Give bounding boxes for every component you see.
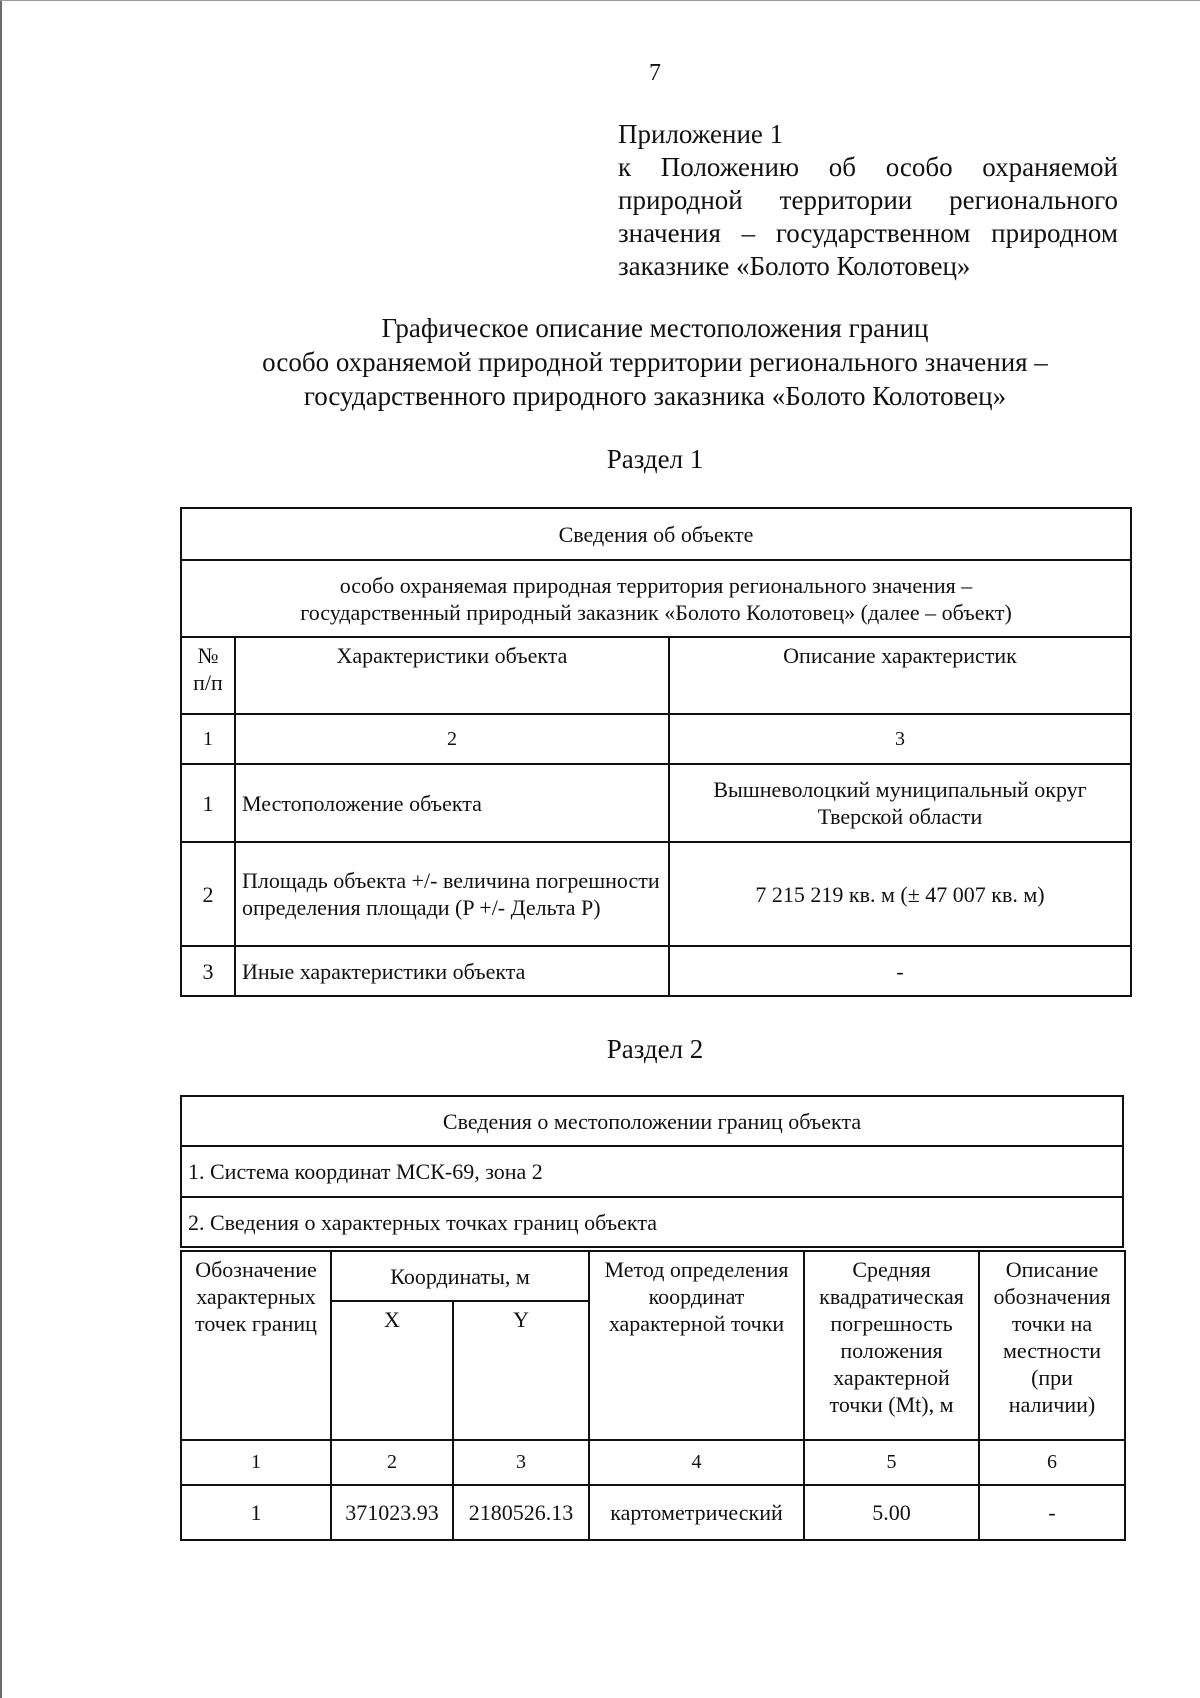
point-method: картометрический — [589, 1485, 804, 1540]
column-number: 1 — [181, 1440, 331, 1485]
point-x: 371023.93 — [331, 1485, 453, 1540]
column-number: 2 — [235, 714, 669, 764]
point-description: - — [979, 1485, 1125, 1540]
object-name-line2: государственный природный заказник «Болото Колотовец» (далее – объект) — [300, 599, 1012, 625]
table-row — [181, 764, 1131, 842]
column-header-number: № п/п — [181, 637, 235, 714]
row-characteristic: Местоположение объекта — [235, 764, 669, 842]
object-info-header: Сведения об объекте — [181, 508, 1131, 560]
column-header-description: Описание характеристик — [669, 637, 1131, 714]
column-header-point-description: Описание обозначения точки на местности (при наличии) — [979, 1251, 1125, 1440]
column-number: 1 — [181, 714, 235, 764]
column-number: 4 — [589, 1440, 804, 1485]
point-designation: 1 — [181, 1485, 331, 1540]
column-header-coordinates: Координаты, м — [331, 1251, 589, 1301]
boundary-header-table — [180, 1095, 1124, 1248]
point-error: 5.00 — [804, 1485, 979, 1540]
row-description: Вышневолоцкий муниципальный округ Тверской области — [669, 764, 1131, 842]
scan-edge-left — [0, 0, 2, 1698]
page-number: 7 — [649, 60, 661, 86]
coordinate-system: 1. Система координат МСК-69, зона 2 — [181, 1146, 1123, 1197]
row-number: 2 — [181, 842, 235, 946]
boundary-header: Сведения о местоположении границ объекта — [181, 1096, 1123, 1146]
document-title-line1: Графическое описание местоположения границ — [381, 313, 929, 343]
column-number: 3 — [669, 714, 1131, 764]
document-title-line2: особо охраняемой природной территории регионального значения – — [262, 347, 1048, 377]
appendix-title: Приложение 1 — [618, 119, 784, 149]
row-description: - — [669, 946, 1131, 996]
row-number: 3 — [181, 946, 235, 996]
column-header-characteristic: Характеристики объекта — [235, 637, 669, 714]
boundary-points-table — [180, 1250, 1126, 1541]
appendix-text: к Положению об особо охраняемой природной территории регионального значения – государственном природном заказнике «Болото Колотовец» — [618, 152, 1118, 281]
table-row — [181, 1485, 1125, 1540]
column-number: 5 — [804, 1440, 979, 1485]
document-title — [160, 311, 1150, 413]
row-description: 7 215 219 кв. м (± 47 007 кв. м) — [669, 842, 1131, 946]
section1-title: Раздел 1 — [606, 444, 704, 474]
table-row — [181, 946, 1131, 996]
table-row — [181, 842, 1131, 946]
column-number: 3 — [453, 1440, 589, 1485]
column-header-x: X — [331, 1301, 453, 1440]
section2-title: Раздел 2 — [606, 1034, 704, 1064]
column-number: 2 — [331, 1440, 453, 1485]
appendix-block — [618, 118, 1118, 283]
scan-edge-top — [0, 0, 1200, 1]
row-characteristic: Иные характеристики объекта — [235, 946, 669, 996]
points-header: 2. Сведения о характерных точках границ объекта — [181, 1197, 1123, 1247]
column-header-y: Y — [453, 1301, 589, 1440]
object-name-cell — [181, 560, 1131, 637]
object-name-line1: особо охраняемая природная территория регионального значения – — [339, 572, 973, 598]
document-title-line3: государственного природного заказника «Болото Колотовец» — [303, 381, 1007, 411]
column-header-error: Средняя квадратическая погрешность положения характерной точки (Mt), м — [804, 1251, 979, 1440]
column-header-method: Метод определения координат характерной точки — [589, 1251, 804, 1440]
row-number: 1 — [181, 764, 235, 842]
column-number: 6 — [979, 1440, 1125, 1485]
point-y: 2180526.13 — [453, 1485, 589, 1540]
object-info-table — [180, 507, 1132, 997]
row-characteristic: Площадь объекта +/- величина погрешности определения площади (P +/- Дельта P) — [235, 842, 669, 946]
column-header-designation: Обозначение характерных точек границ — [181, 1251, 331, 1440]
